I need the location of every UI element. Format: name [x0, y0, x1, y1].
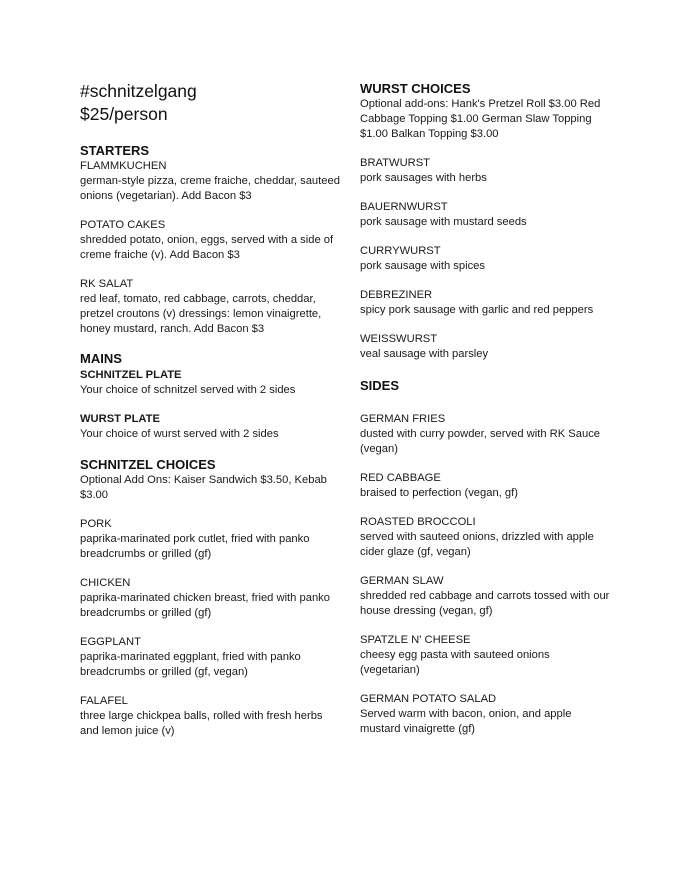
- item-description: pork sausage with mustard seeds: [360, 216, 527, 228]
- side-red-cabbage: [360, 471, 518, 501]
- wurst-debreziner: [360, 288, 593, 318]
- item-name: CHICKEN: [80, 577, 131, 589]
- item-name: EGGPLANT: [80, 636, 141, 648]
- item-name: POTATO CAKES: [80, 219, 166, 231]
- item-name: CURRYWURST: [360, 245, 441, 257]
- schnitzel-eggplant: [80, 635, 340, 680]
- item-name: WEISSWURST: [360, 333, 438, 345]
- item-name: FLAMMKUCHEN: [80, 160, 167, 172]
- item-description: braised to perfection (vegan, gf): [360, 487, 518, 499]
- item-description: pork sausage with spices: [360, 260, 485, 272]
- side-roasted-broccoli: [360, 515, 610, 560]
- item-name: SPATZLE N' CHEESE: [360, 634, 471, 646]
- hashtag-title: #schnitzelgang: [80, 81, 197, 101]
- sides-heading: SIDES: [360, 378, 400, 393]
- item-name: ROASTED BROCCOLI: [360, 516, 476, 528]
- main-schnitzel-plate: [80, 368, 295, 398]
- item-name: GERMAN FRIES: [360, 413, 446, 425]
- schnitzel-chicken: [80, 576, 340, 621]
- item-description: paprika-marinated chicken breast, fried with panko breadcrumbs or grilled (gf): [80, 592, 330, 619]
- wurst-weisswurst: [360, 332, 488, 362]
- main-wurst-plate: [80, 412, 279, 442]
- starter-potato-cakes: [80, 218, 340, 263]
- price-per-person: $25/person: [80, 104, 168, 124]
- item-description: shredded red cabbage and carrots tossed with our house dressing (vegan, gf): [360, 590, 610, 617]
- item-description: Your choice of schnitzel served with 2 sides: [80, 384, 296, 396]
- item-name: DEBREZINER: [360, 289, 433, 301]
- item-name: GERMAN SLAW: [360, 575, 444, 587]
- schnitzel-addons-note: Optional Add Ons: Kaiser Sandwich $3.50, Kebab $3.00: [80, 474, 327, 501]
- item-name: WURST PLATE: [80, 413, 160, 425]
- item-description: paprika-marinated pork cutlet, fried with panko breadcrumbs or grilled (gf): [80, 533, 310, 560]
- item-description: veal sausage with parsley: [360, 348, 489, 360]
- item-description: spicy pork sausage with garlic and red peppers: [360, 304, 594, 316]
- wurst-bratwurst: [360, 156, 487, 186]
- item-name: RK SALAT: [80, 278, 134, 290]
- item-name: GERMAN POTATO SALAD: [360, 693, 497, 705]
- side-german-potato-salad: [360, 692, 610, 737]
- item-description: cheesy egg pasta with sauteed onions (vegetarian): [360, 649, 550, 676]
- item-name: SCHNITZEL PLATE: [80, 369, 182, 381]
- item-description: shredded potato, onion, eggs, served with a side of creme fraiche (v). Add Bacon $3: [80, 234, 334, 261]
- item-description: paprika-marinated eggplant, fried with panko breadcrumbs or grilled (gf, vegan): [80, 651, 301, 678]
- starters-heading: STARTERS: [80, 143, 150, 158]
- item-name: RED CABBAGE: [360, 472, 441, 484]
- menu-header: [80, 80, 197, 126]
- item-name: BAUERNWURST: [360, 201, 448, 213]
- wurst-choices-heading: WURST CHOICES: [360, 81, 471, 96]
- starter-rk-salat: [80, 277, 340, 337]
- side-spatzle-n-cheese: [360, 633, 610, 678]
- starter-flammkuchen: [80, 159, 340, 204]
- schnitzel-falafel: [80, 694, 340, 739]
- item-description: german-style pizza, creme fraiche, cheddar, sauteed onions (vegetarian). Add Bacon $3: [80, 175, 340, 202]
- wurst-currywurst: [360, 244, 485, 274]
- item-description: Served warm with bacon, onion, and apple mustard vinaigrette (gf): [360, 708, 572, 735]
- side-german-fries: [360, 412, 610, 457]
- item-description: served with sauteed onions, drizzled with apple cider glaze (gf, vegan): [360, 531, 594, 558]
- wurst-addons-note: Optional add-ons: Hank's Pretzel Roll $3.00 Red Cabbage Topping $1.00 German Slaw Topping $1.00 Balkan Topping $3.00: [360, 98, 601, 140]
- item-description: Your choice of wurst served with 2 sides: [80, 428, 279, 440]
- item-name: FALAFEL: [80, 695, 128, 707]
- schnitzel-pork: [80, 517, 340, 562]
- mains-heading: MAINS: [80, 351, 122, 366]
- item-description: three large chickpea balls, rolled with fresh herbs and lemon juice (v): [80, 710, 323, 737]
- item-name: BRATWURST: [360, 157, 431, 169]
- item-name: PORK: [80, 518, 112, 530]
- side-german-slaw: [360, 574, 610, 619]
- schnitzel-choices-heading: SCHNITZEL CHOICES: [80, 457, 216, 472]
- item-description: dusted with curry powder, served with RK Sauce (vegan): [360, 428, 601, 455]
- item-description: pork sausages with herbs: [360, 172, 487, 184]
- wurst-bauernwurst: [360, 200, 527, 230]
- item-description: red leaf, tomato, red cabbage, carrots, cheddar, pretzel croutons (v) dressings: lemon vinaigrette, honey mustard, ranch. Add Bacon $3: [80, 293, 322, 335]
